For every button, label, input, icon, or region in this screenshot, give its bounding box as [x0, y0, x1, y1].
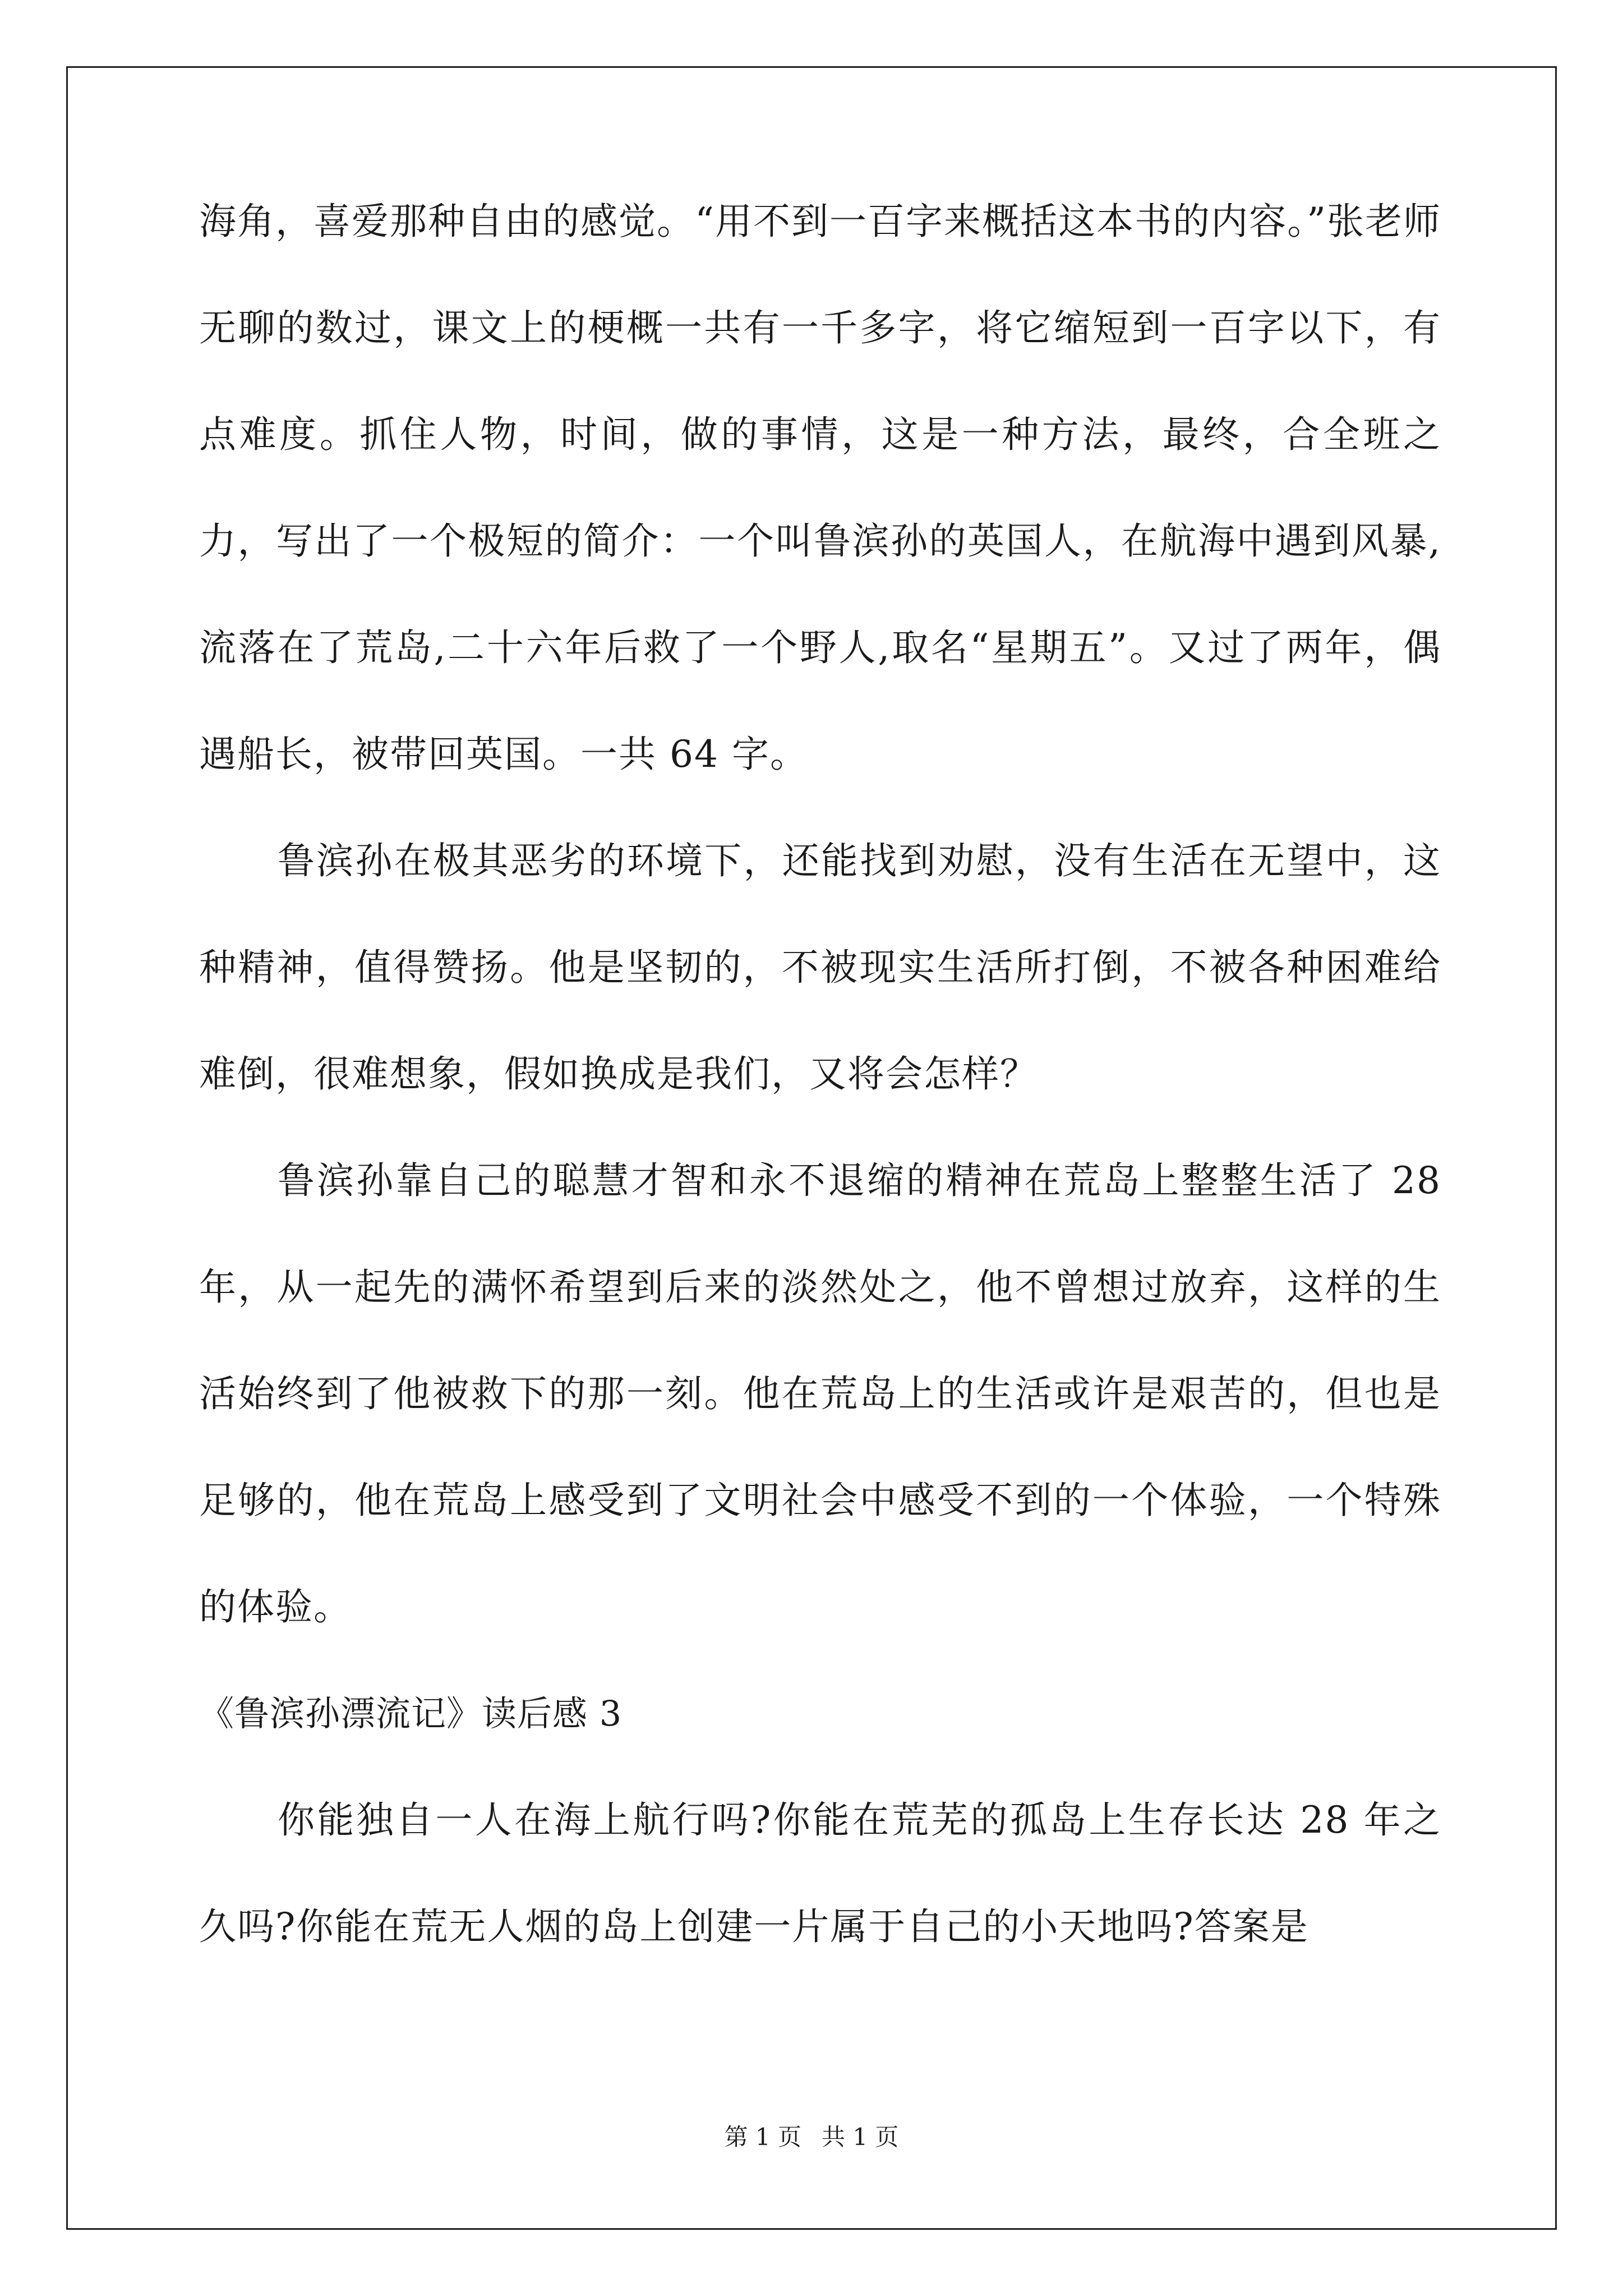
page-total: 共 1 页 [822, 2123, 899, 2151]
paragraph-questions: 你能独自一人在海上航行吗?你能在荒芜的孤岛上生存长达 28 年之久吗?你能在荒无人烟的岛上创建一片属于自己的小天地吗?答案是 [199, 1798, 1441, 1948]
document-body [199, 168, 1441, 1980]
paragraph-spirit: 鲁滨孙在极其恶劣的环境下，还能找到劝慰，没有生活在无望中，这种精神，值得赞扬。他是坚韧的，不被现实生活所打倒，不被各种困难给难倒，很难想象，假如换成是我们，又将会怎样？ [199, 839, 1441, 1096]
paragraph-continuation: 海角，喜爱那种自由的感觉。“用不到一百字来概括这本书的内容。”张老师无聊的数过，课文上的梗概一共有一千多字，将它缩短到一百字以下，有点难度。抓住人物，时间，做的事情，这是一种方法，最终，合全班之力，写出了一个极短的简介：一个叫鲁滨孙的英国人，在航海中遇到风暴,流落在了荒岛,二十六年后救了一个野人,取名“星期五”。又过了两年，偶遇船长，被带回英国。一共 64 字。 [199, 200, 1441, 776]
page-number: 第 1 页 [724, 2123, 801, 2151]
paragraph-island-life: 鲁滨孙靠自己的聪慧才智和永不退缩的精神在荒岛上整整生活了 28 年，从一起先的满怀希望到后来的淡然处之，他不曾想过放弃，这样的生活始终到了他被救下的那一刻。他在荒岛上的生活或许是艰苦的，但也是足够的，他在荒岛上感受到了文明社会中感受不到的一个体验，一个特殊的体验。 [199, 1159, 1441, 1628]
page-footer [0, 2120, 1623, 2154]
section-title: 《鲁滨孙漂流记》读后感 3 [199, 1693, 623, 1734]
